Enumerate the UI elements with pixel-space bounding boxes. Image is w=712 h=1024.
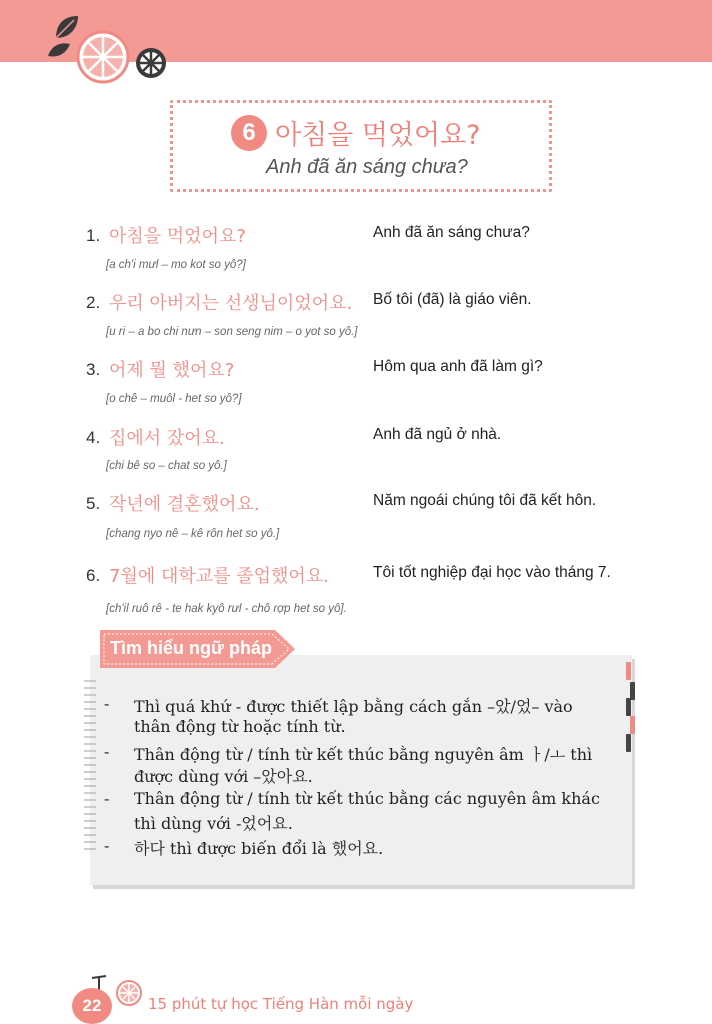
grammar-point-line: Thì quá khứ - được thiết lập bằng cách gắn –았/었– vào: [134, 697, 573, 716]
sentence-number: 3.: [86, 360, 101, 379]
sentence-vietnamese: Anh đã ăn sáng chưa?: [373, 224, 530, 241]
book-title: 15 phút tự học Tiếng Hàn mỗi ngày: [148, 995, 414, 1013]
grammar-point-line: thì dùng với -었어요.: [134, 814, 293, 833]
sentence-pronunciation: [ch'il ruô rê - te hak kyô rưl - chô rợp het so yô].: [106, 603, 347, 615]
sentence-pronunciation: [o chê – muôl - het so yô?]: [106, 393, 242, 405]
sentence-number: 6.: [86, 566, 101, 585]
sentence-korean: 7월에 대학교를 졸업했어요.: [109, 566, 329, 587]
sentence-pronunciation: [chang nyo nê – kê rôn het so yô.]: [106, 528, 280, 540]
grammar-point-line: Thân động từ / tính từ kết thúc bằng các nguyên âm khác: [134, 789, 600, 808]
sentence-korean: 작년에 결혼했어요.: [109, 494, 260, 515]
citrus-slice-icon: [116, 980, 142, 1006]
sentence-pronunciation: [a ch'i mưl – mo kot so yô?]: [106, 259, 246, 271]
lesson-number-badge: 6: [231, 115, 267, 151]
sentence-number: 4.: [86, 428, 101, 447]
bullet-dash: -: [104, 694, 110, 713]
sentence-korean: 어제 뭘 했어요?: [109, 360, 235, 381]
sentence-pronunciation: [chi bê so – chat so yô.]: [106, 460, 227, 472]
notebook-tab: [630, 716, 635, 734]
bullet-dash: -: [104, 789, 110, 808]
bullet-dash: -: [104, 836, 110, 855]
grammar-point-line: thân động từ hoặc tính từ.: [134, 717, 346, 736]
notebook-tab: [630, 682, 635, 700]
sentence-pronunciation: [u ri – a bo chi nưn – son seng nim – o yot so yô.]: [106, 326, 358, 338]
notebook-tab: [626, 698, 631, 716]
notebook-tab: [626, 662, 631, 680]
leaf-icon: [46, 40, 72, 60]
notebook-tab: [626, 734, 631, 752]
sentence-vietnamese: Anh đã ngủ ở nhà.: [373, 426, 502, 443]
sentence-vietnamese: Hôm qua anh đã làm gì?: [373, 358, 543, 375]
bullet-dash: -: [104, 742, 110, 761]
sentence-korean: 아침을 먹었어요?: [109, 226, 246, 247]
sentence-vietnamese: Tôi tốt nghiệp đại học vào tháng 7.: [373, 564, 611, 581]
grammar-heading: Tìm hiểu ngữ pháp: [110, 638, 273, 658]
grammar-point-line: được dùng với –았아요.: [134, 767, 313, 786]
sentence-korean: 집에서 잤어요.: [109, 428, 225, 449]
sentence-korean: 우리 아버지는 선생님이었어요.: [109, 293, 353, 314]
sentence-vietnamese: Bố tôi (đã) là giáo viên.: [373, 291, 532, 308]
grammar-point-line: Thân động từ / tính từ kết thúc bằng nguyên âm ㅏ/ㅗ thì: [134, 745, 593, 764]
lesson-title-korean: 아침을 먹었어요?: [275, 120, 481, 151]
citrus-slice-icon: [134, 46, 168, 80]
sentence-number: 1.: [86, 226, 101, 245]
sentence-vietnamese: Năm ngoái chúng tôi đã kết hôn.: [373, 492, 597, 509]
lesson-title-vietnamese: Anh đã ăn sáng chưa?: [266, 156, 468, 178]
sentence-number: 5.: [86, 494, 101, 513]
grammar-point-line: 하다 thì được biến đổi là 했어요.: [134, 839, 384, 858]
page-number-badge: 22: [72, 988, 112, 1024]
citrus-slice-icon: [76, 30, 130, 84]
sentence-number: 2.: [86, 293, 101, 312]
notebook-spiral: [84, 680, 96, 850]
